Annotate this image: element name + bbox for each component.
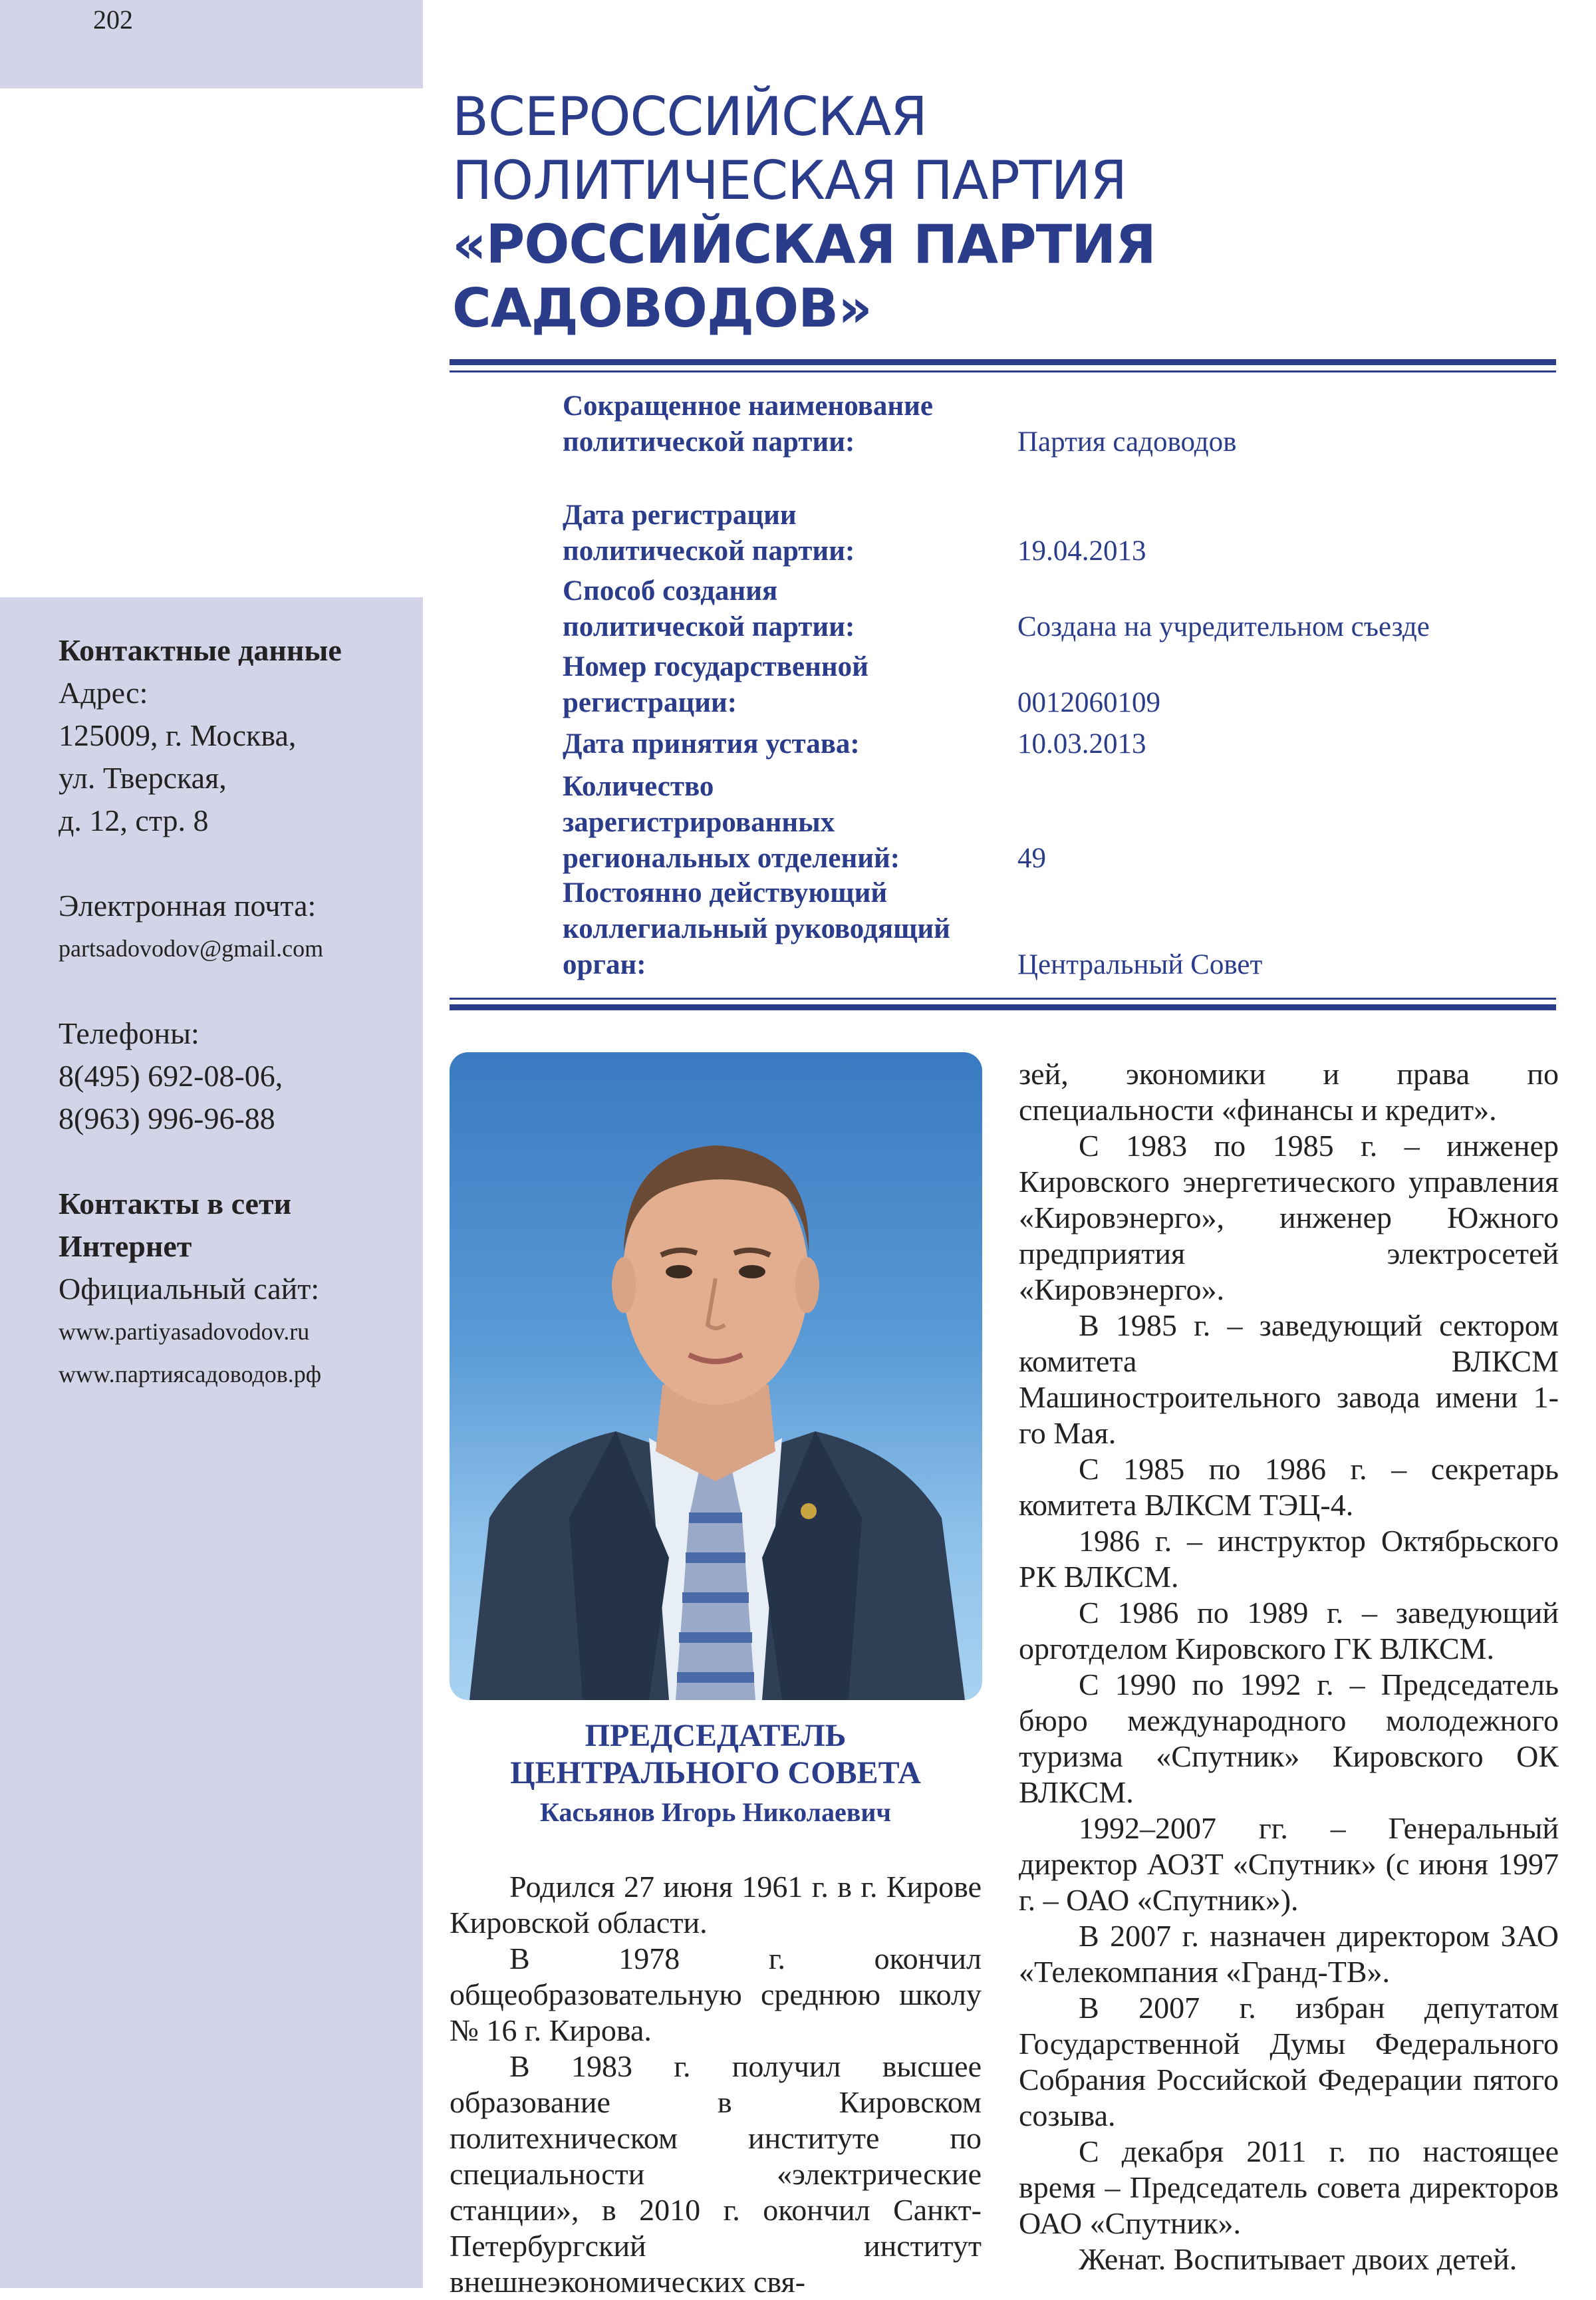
info-value: Центральный Совет: [1017, 949, 1263, 980]
info-key: региональных отделений:: [563, 843, 900, 874]
title-line: ВСЕРОССИЙСКАЯ: [452, 86, 927, 148]
phones-label: Телефоны:: [59, 1016, 200, 1050]
info-key: Постоянно действующий: [563, 877, 888, 909]
page-number: 202: [93, 5, 133, 35]
address-line: ул. Тверская,: [59, 761, 227, 795]
bio-paragraph: С 1990 по 1992 г. – Председатель бюро международного молодежного туризма «Спутник» Кировского ОК ВЛКСМ.: [1019, 1667, 1559, 1809]
bio-right-column: [1019, 1056, 1559, 2277]
bio-paragraph: В 1978 г. окончил общеобразовательную среднюю школу № 16 г. Кирова.: [450, 1941, 982, 2047]
email-label: Электронная почта:: [59, 889, 317, 923]
bio-paragraph: В 1985 г. – заведующий сектором комитета ВЛКСМ Машиностроительного завода имени 1-го Мая.: [1019, 1308, 1559, 1450]
address-line: 125009, г. Москва,: [59, 718, 297, 752]
info-value: 19.04.2013: [1017, 535, 1146, 567]
top-rule-thin: [450, 370, 1556, 372]
chairman-name: Касьянов Игорь Николаевич: [540, 1797, 891, 1827]
info-key: орган:: [563, 949, 646, 980]
bio-left-column: [450, 1869, 982, 2300]
title-line: «РОССИЙСКАЯ ПАРТИЯ: [452, 214, 1156, 275]
top-rule-thick: [450, 359, 1556, 365]
info-key: регистрации:: [563, 687, 737, 718]
address-line: д. 12, стр. 8: [59, 803, 209, 837]
bio-paragraph: Женат. Воспитывает двоих детей.: [1079, 2242, 1518, 2276]
chairman-title: ЦЕНТРАЛЬНОГО СОВЕТА: [510, 1755, 921, 1791]
info-key: политической партии:: [563, 426, 855, 458]
info-value: Партия садоводов: [1017, 426, 1237, 458]
info-value: 0012060109: [1017, 687, 1160, 718]
email-link[interactable]: partsadovodov@gmail.com: [59, 935, 324, 962]
title-line: САДОВОДОВ»: [452, 277, 872, 339]
phone-number: 8(963) 996-96-88: [59, 1101, 275, 1135]
bottom-rule-thick: [450, 1004, 1556, 1010]
bio-paragraph: С 1986 по 1989 г. – заведующий орготделом Кировского ГК ВЛКСМ.: [1019, 1596, 1559, 1665]
bio-paragraph: 1992–2007 гг. – Генеральный директор АОЗТ «Спутник» (с июня 1997 г. – ОАО «Спутник»).: [1019, 1811, 1559, 1917]
internet-heading: Интернет: [59, 1229, 192, 1263]
title-line: ПОЛИТИЧЕСКАЯ ПАРТИЯ: [452, 150, 1127, 212]
info-key: Количество: [563, 771, 714, 802]
bottom-rule-thin: [450, 998, 1556, 1000]
party-title: [452, 85, 1569, 341]
info-key: Дата принятия устава:: [563, 728, 860, 760]
bio-paragraph: С декабря 2011 г. по настоящее время – Председатель совета директоров ОАО «Спутник».: [1019, 2134, 1559, 2240]
info-key: Сокращенное наименование: [563, 390, 934, 422]
phone-number: 8(495) 692-08-06,: [59, 1059, 283, 1093]
bio-paragraph: С 1983 по 1985 г. – инженер Кировского энергетического управления «Кировэнерго», инженер Южного предприятия электросетей «Кировэнерго».: [1019, 1129, 1559, 1306]
bio-paragraph: Родился 27 июня 1961 г. в г. Кирове Кировской области.: [450, 1870, 982, 1940]
bio-paragraph: В 2007 г. избран депутатом Государственной Думы Федерального Собрания Российской Федерации пятого созыва.: [1019, 1991, 1559, 2132]
portrait-illustration: [450, 1052, 982, 1700]
address-label: Адрес:: [59, 676, 148, 710]
info-key: Способ создания: [563, 575, 778, 607]
info-key: коллегиальный руководящий: [563, 913, 950, 944]
info-key: политической партии:: [563, 611, 855, 643]
site-link[interactable]: www.partiyasadovodov.ru: [59, 1318, 310, 1345]
bio-paragraph: зей, экономики и права по специальности «финансы и кредит».: [1019, 1057, 1559, 1127]
info-key: Дата регистрации: [563, 500, 797, 531]
bio-paragraph: 1986 г. – инструктор Октябрьского РК ВЛКСМ.: [1019, 1524, 1559, 1594]
bio-paragraph: В 1983 г. получил высшее образование в Кировском политехническом институте по специальности «электрические станции», в 2010 г. окончил Санкт-Петербургский институт внешнеэкономических свя-: [450, 2049, 982, 2299]
contacts-block: [59, 629, 418, 1395]
page-number-panel: [0, 0, 423, 88]
contacts-heading: Контактные данные: [59, 633, 342, 667]
chairman-title: ПРЕДСЕДАТЕЛЬ: [585, 1718, 847, 1753]
chairman-portrait: [450, 1052, 982, 1700]
bio-paragraph: С 1985 по 1986 г. – секретарь комитета ВЛКСМ ТЭЦ-4.: [1019, 1452, 1559, 1522]
site-label: Официальный сайт:: [59, 1272, 320, 1306]
info-key: зарегистрированных: [563, 807, 835, 838]
info-value: Создана на учредительном съезде: [1017, 611, 1430, 643]
bio-paragraph: В 2007 г. назначен директором ЗАО «Телекомпания «Гранд-ТВ».: [1019, 1919, 1559, 1989]
site-link[interactable]: www.партиясадоводов.рф: [59, 1361, 322, 1387]
info-value: 49: [1017, 843, 1046, 874]
info-key: политической партии:: [563, 535, 855, 567]
info-value: 10.03.2013: [1017, 728, 1146, 760]
info-key: Номер государственной: [563, 651, 868, 682]
internet-heading: Контакты в сети: [59, 1187, 292, 1221]
